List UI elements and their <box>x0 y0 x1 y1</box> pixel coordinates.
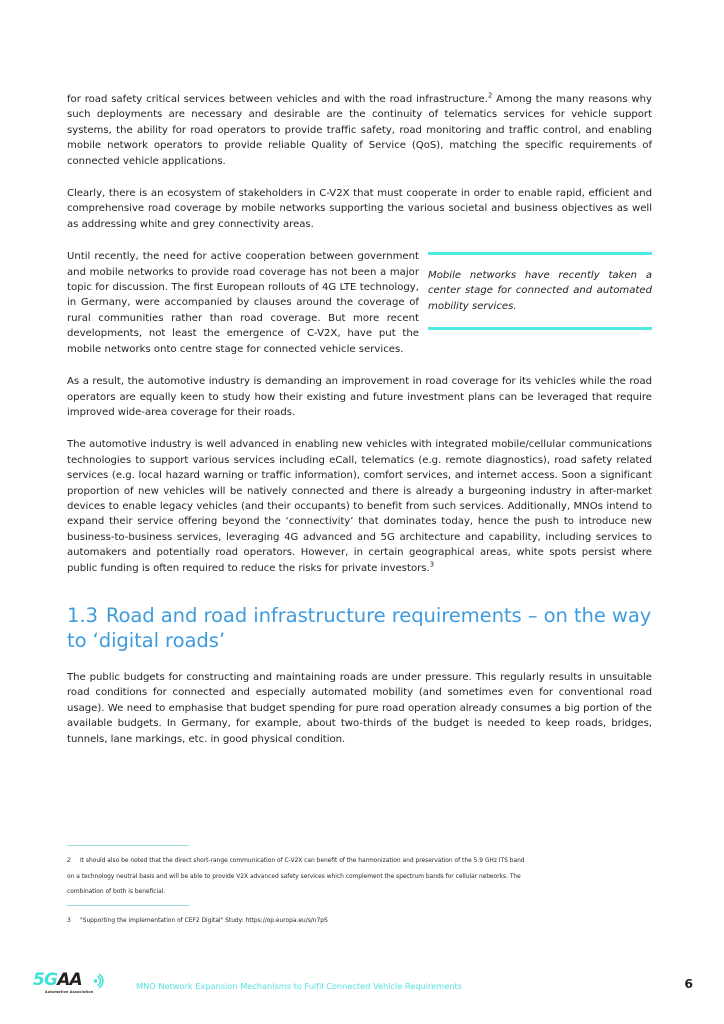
signal-wave-icon <box>89 972 109 992</box>
footnote-2-line-3-text: combination of both is beneficial. <box>67 889 166 895</box>
footnote-3-marker: 3 <box>67 917 71 924</box>
footnote-3 <box>67 914 652 930</box>
logo-subtitle: Automotive Association <box>45 990 94 994</box>
page-footer <box>0 962 724 1024</box>
quote-block <box>67 249 652 357</box>
footnote-separator-rule-2 <box>67 905 189 906</box>
footnote-2-line-3 <box>67 885 652 901</box>
footnote-ref-3[interactable]: 3 <box>429 560 434 569</box>
paragraph-1-continued: Among the many reasons why such deployments are necessary and desirable are the continuity of telematics services for vehicle support systems, the ability for road operators to provide traffic safety, road monitoring and traffic control, and enabling mobile network operators to provide reliable Quality of Service (QoS), matching the specific requirements of connected vehicle applications. <box>67 94 652 167</box>
logo-text-5g: 5G <box>33 970 58 990</box>
footnote-2-line-1-text: It should also be noted that the direct short-range communication of C-V2X can benefit of the harmonization and preservation of the 5.9 GHz ITS band <box>80 858 525 864</box>
footnotes-section <box>67 845 652 929</box>
paragraph-6: The public budgets for constructing and maintaining roads are under pressure. This regularly results in unsuitable road conditions for connected and especially automated mobility (and sometimes even for conventional road usage). We need to emphasise that budget spending for pure road operation already consumes a big portion of the available budgets. In Germany, for example, about two-thirds of the budget is needed to keep roads, bridges, tunnels, lane markings, etc. in good physical condition. <box>67 671 652 745</box>
footnote-3-text[interactable]: "Supporting the implementation of CEF2 Digital" Study: https://op.europa.eu/s/n7pS <box>80 917 328 924</box>
pull-quote <box>428 249 652 329</box>
footnote-2-line-2 <box>67 870 652 886</box>
signal-dot-icon <box>94 979 97 982</box>
paragraph-1-text: for road safety critical services between vehicles and with the road infrastructure. <box>67 94 488 105</box>
paragraph-1 <box>67 92 652 169</box>
paragraph-2: Clearly, there is an ecosystem of stakeholders in C-V2X that must cooperate in order to enable rapid, efficient and comprehensive road coverage by mobile networks supporting the various societal and business objectives as well as addressing white and grey connectivity areas. <box>67 188 652 230</box>
logo-text-aa: AA <box>57 970 82 990</box>
section-heading <box>67 603 652 653</box>
footer-document-title: MNO Network Expansion Mechanisms to Fulfil Connected Vehicle Requirements <box>136 981 462 991</box>
paragraph-4: As a result, the automotive industry is demanding an improvement in road coverage for its vehicles while the road operators are equally keen to study how their existing and future investment plans can be leveraged that require improved wide-area coverage for their roads. <box>67 376 652 418</box>
paragraph-3: Until recently, the need for active cooperation between government and mobile networks to provide road coverage has not been a major topic for discussion. The first European rollouts of 4G LTE technology, in Germany, were accompanied by clauses around the coverage of rural communities rather than road coverage. But more recent developments, not least the emergence of C-V2X, have put the mobile networks onto centre stage for connected vehicle services. <box>67 251 419 355</box>
pull-quote-rule-bottom <box>428 327 652 330</box>
paragraph-5 <box>67 437 652 576</box>
pull-quote-text: Mobile networks have recently taken a center stage for connected and automated mobility services. <box>428 269 652 312</box>
footnote-2-line-1 <box>67 854 652 870</box>
logo-wordmark <box>33 972 133 989</box>
section-heading-text: Road and road infrastructure requirements – on the way to ‘digital roads’ <box>67 603 652 652</box>
page-content <box>67 92 652 747</box>
footnote-separator-rule <box>67 845 189 846</box>
footnote-2-marker: 2 <box>67 858 71 864</box>
page-number: 6 <box>684 976 693 991</box>
quote-block-body-column <box>67 249 419 357</box>
footnote-2-line-2-text: on a technology neutral basis and will be able to provide V2X advanced safety services which complement the spectrum bands for cellular networks. The <box>67 873 521 880</box>
footnote-ref-2[interactable]: 2 <box>487 91 493 100</box>
logo-5gaa <box>33 972 133 1004</box>
section-heading-number: 1.3 <box>67 603 98 627</box>
paragraph-5-text: The automotive industry is well advanced in enabling new vehicles with integrated mobile/cellular communications technologies to support various services including eCall, telematics (e.g. remote diagnostics), road safety related services (e.g. local hazard warning or traffic information), comfort services, and internet access. Soon a significant proportion of new vehicles will be natively connected and there is already a burgeoning industry in after-market devices to enable legacy vehicles (and their occupants) to benefit from such services. Additionally, MNOs intend to expand their service offering beyond the ‘connectivity’ that dominates today, hence the push to introduce new business-to-business services, leveraging 4G advanced and 5G architecture and capability, including services to automakers and potentially road operators. However, in certain geographical areas, white spots persist where public funding is often required to reduce the risks for private investors. <box>67 439 652 574</box>
